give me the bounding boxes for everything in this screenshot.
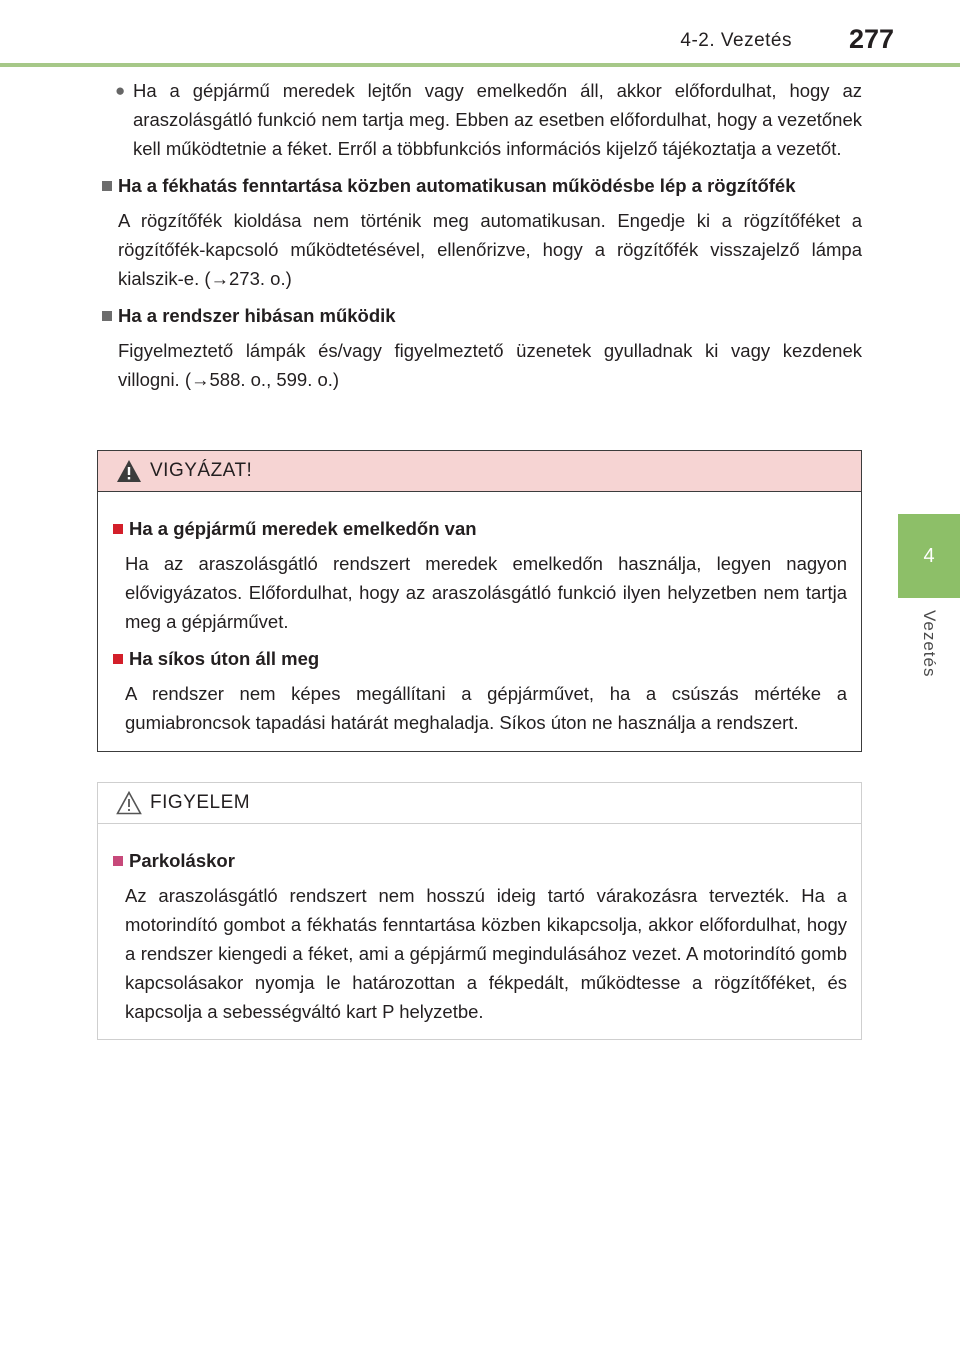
square-bullet-icon [113, 654, 123, 664]
page-header [0, 0, 960, 70]
warning-box-body [98, 492, 861, 737]
notice-item-heading [108, 846, 847, 875]
warning-box-header [98, 451, 861, 492]
square-bullet-icon [102, 311, 112, 321]
notice-box-header [98, 783, 861, 824]
warning-triangle-icon [116, 459, 142, 483]
chapter-label: Vezetés [920, 610, 939, 678]
intro-text: Ha a gépjármű meredek lejtőn vagy emelkedőn áll, akkor előfordulhat, hogy az araszolásgátló funkció nem tartja meg. Ebben az esetben előfordulhat, hogy a vezetőnek kell működtetnie a féket. Erről a többfunkciós információs kijelző tájékoztatja a vezetőt. [133, 80, 862, 159]
bullet-dot-icon: ● [115, 81, 126, 100]
warning-box [97, 450, 862, 752]
notice-item-heading-text: Parkoláskor [129, 850, 235, 871]
square-bullet-icon [113, 856, 123, 866]
main-content [97, 76, 862, 394]
section-heading-text: Ha a rendszer hibásan működik [118, 305, 396, 326]
square-bullet-icon [102, 181, 112, 191]
square-bullet-icon [113, 524, 123, 534]
notice-box [97, 782, 862, 1040]
notice-item-body: Az araszolásgátló rendszert nem hosszú ideig tartó várakozásra tervezték. Ha a motorindító gombot a fékhatás fenntartása közben kikapcsolja, akkor előfordulhat, hogy a rendszer kiengedi a féket, ami a gépjármű megindulásához vezet. A motorindító gomb kapcsolásakor nyomja le határozottan a fékpedált, működtesse a rögzítőféket, és kapcsolja a sebességváltó kart P helyzetbe. [125, 885, 847, 1022]
header-rule [0, 63, 960, 67]
section-body: A rögzítőfék kioldása nem történik meg automatikusan. Engedje ki a rögzítőféket a rögzítőfék-kapcsoló működtetésével, ellenőrizve, hogy a rögzítőfék visszajelző lámpa kialszik-e. (→273. o.) [118, 210, 862, 289]
warning-item-heading-text: Ha síkos úton áll meg [129, 648, 320, 669]
notice-box-body [98, 824, 861, 1026]
section-heading [97, 171, 862, 200]
section-body: Figyelmeztető lámpák és/vagy figyelmeztető üzenetek gyulladnak ki vagy kezdenek villogni. (→588. o., 599. o.) [118, 340, 862, 390]
chapter-tab [898, 514, 960, 598]
warning-item-heading [108, 514, 847, 543]
section-heading-text: Ha a fékhatás fenntartása közben automatikusan működésbe lép a rögzítőfék [118, 175, 796, 196]
warning-item-body: Ha az araszolásgátló rendszert meredek emelkedőn használja, legyen nagyon elővigyázatos. Előfordulhat, hogy az araszolásgátló funkció ilyen helyzetben nem tartja meg a gépjárművet. [125, 553, 847, 632]
notice-box-title: FIGYELEM [150, 792, 251, 813]
intro-bullet [115, 76, 862, 163]
section-malfunction [97, 301, 862, 394]
chapter-number: 4 [923, 544, 935, 567]
warning-item-heading-text: Ha a gépjármű meredek emelkedőn van [129, 518, 477, 539]
section-parking-brake [97, 171, 862, 293]
section-heading [97, 301, 862, 330]
section-title: 4-2. Vezetés [680, 30, 792, 51]
page-number: 277 [848, 24, 894, 54]
warning-box-title: VIGYÁZAT! [150, 460, 253, 481]
warning-item-heading [108, 644, 847, 673]
notice-triangle-icon [116, 791, 142, 815]
warning-item-body: A rendszer nem képes megállítani a gépjárművet, ha a csúszás mértéke a gumiabroncsok tapadási határát meghaladja. Síkos úton ne használja a rendszert. [125, 683, 847, 733]
